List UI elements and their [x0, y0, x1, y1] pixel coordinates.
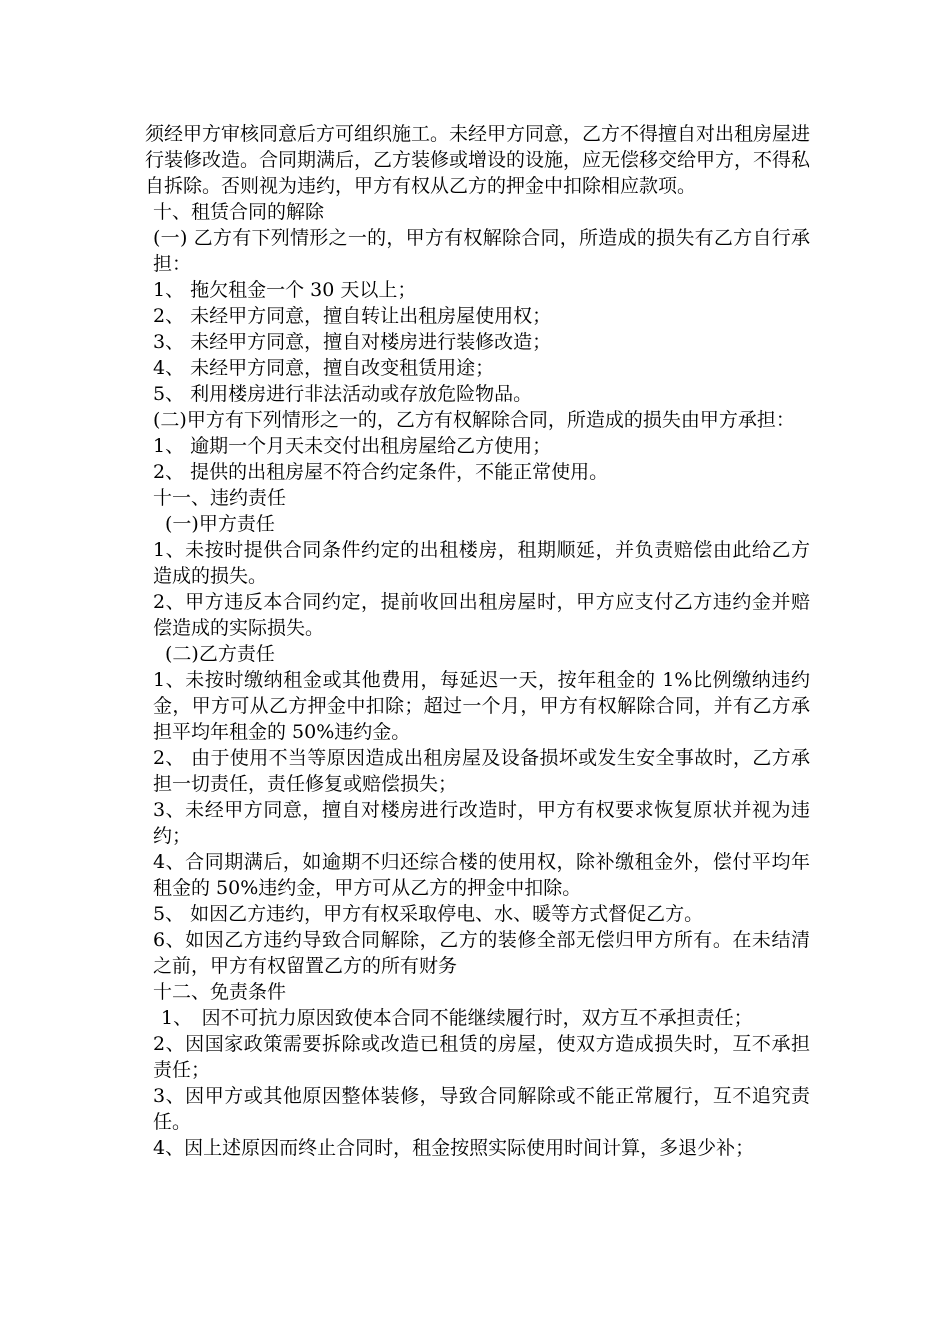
paragraph-9: 1、 逾期一个月天未交付出租房屋给乙方使用；: [153, 435, 552, 457]
paragraph-11: 十一、违约责任: [153, 487, 287, 509]
paragraph-3: 1、 拖欠租金一个 30 天以上；: [153, 279, 417, 301]
paragraph-1: 十、租赁合同的解除: [153, 201, 325, 223]
paragraph-18: 3、未经甲方同意，擅自对楼房进行改造时，甲方有权要求恢复原状并视为违约；: [153, 799, 810, 847]
paragraph-8: (二)甲方有下列情形之一的，乙方有权解除合同，所造成的损失由甲方承担：: [153, 409, 795, 431]
paragraph-24: 2、因国家政策需要拆除或改造已租赁的房屋，使双方造成损失时，互不承担责任；: [153, 1033, 810, 1081]
paragraph-13: 1、未按时提供合同条件约定的出租楼房，租期顺延，并负责赔偿由此给乙方造成的损失。: [153, 539, 810, 587]
paragraph-6: 4、 未经甲方同意，擅自改变租赁用途；: [153, 357, 495, 379]
paragraph-22: 十二、免责条件: [153, 981, 287, 1003]
paragraph-16: 1、未按时缴纳租金或其他费用，每延迟一天，按年租金的 1%比例缴纳违约金，甲方可从乙方押金中扣除；超过一个月，甲方有权解除合同，并有乙方承担平均年租金的 50%违约金。: [153, 669, 810, 743]
paragraph-4: 2、 未经甲方同意，擅自转让出租房屋使用权；: [153, 305, 552, 327]
paragraph-7: 5、 利用楼房进行非法活动或存放危险物品。: [153, 383, 533, 405]
paragraph-0: 须经甲方审核同意后方可组织施工。未经甲方同意，乙方不得擅自对出租房屋进行装修改造。合同期满后，乙方装修或增设的设施，应无偿移交给甲方，不得私自拆除。否则视为违约，甲方有权从乙方的押金中扣除相应款项。: [145, 123, 811, 197]
paragraph-12: (一)甲方责任: [165, 513, 275, 535]
paragraph-20: 5、 如因乙方违约，甲方有权采取停电、水、暖等方式督促乙方。: [153, 903, 704, 925]
paragraph-15: (二)乙方责任: [165, 643, 275, 665]
paragraph-19: 4、合同期满后，如逾期不归还综合楼的使用权，除补缴租金外，偿付平均年租金的 50%违约金，甲方可从乙方的押金中扣除。: [153, 851, 810, 899]
paragraph-25: 3、因甲方或其他原因整体装修，导致合同解除或不能正常履行，互不追究责任。: [153, 1085, 810, 1133]
paragraph-23: 1、 因不可抗力原因致使本合同不能继续履行时，双方互不承担责任；: [161, 1007, 753, 1029]
paragraph-2: (一) 乙方有下列情形之一的，甲方有权解除合同，所造成的损失有乙方自行承担：: [153, 227, 810, 275]
paragraph-14: 2、甲方违反本合同约定，提前收回出租房屋时，甲方应支付乙方违约金并赔偿造成的实际损失。: [153, 591, 810, 639]
paragraph-21: 6、如因乙方违约导致合同解除，乙方的装修全部无偿归甲方所有。在未结清之前，甲方有权留置乙方的所有财务: [153, 929, 810, 977]
paragraph-10: 2、 提供的出租房屋不符合约定条件，不能正常使用。: [153, 461, 609, 483]
paragraph-17: 2、 由于使用不当等原因造成出租房屋及设备损坏或发生安全事故时，乙方承担一切责任，责任修复或赔偿损失；: [153, 747, 810, 795]
paragraph-26: 4、因上述原因而终止合同时，租金按照实际使用时间计算，多退少补；: [153, 1137, 755, 1159]
contract-body: [145, 121, 810, 1161]
paragraph-5: 3、 未经甲方同意，擅自对楼房进行装修改造；: [153, 331, 552, 353]
